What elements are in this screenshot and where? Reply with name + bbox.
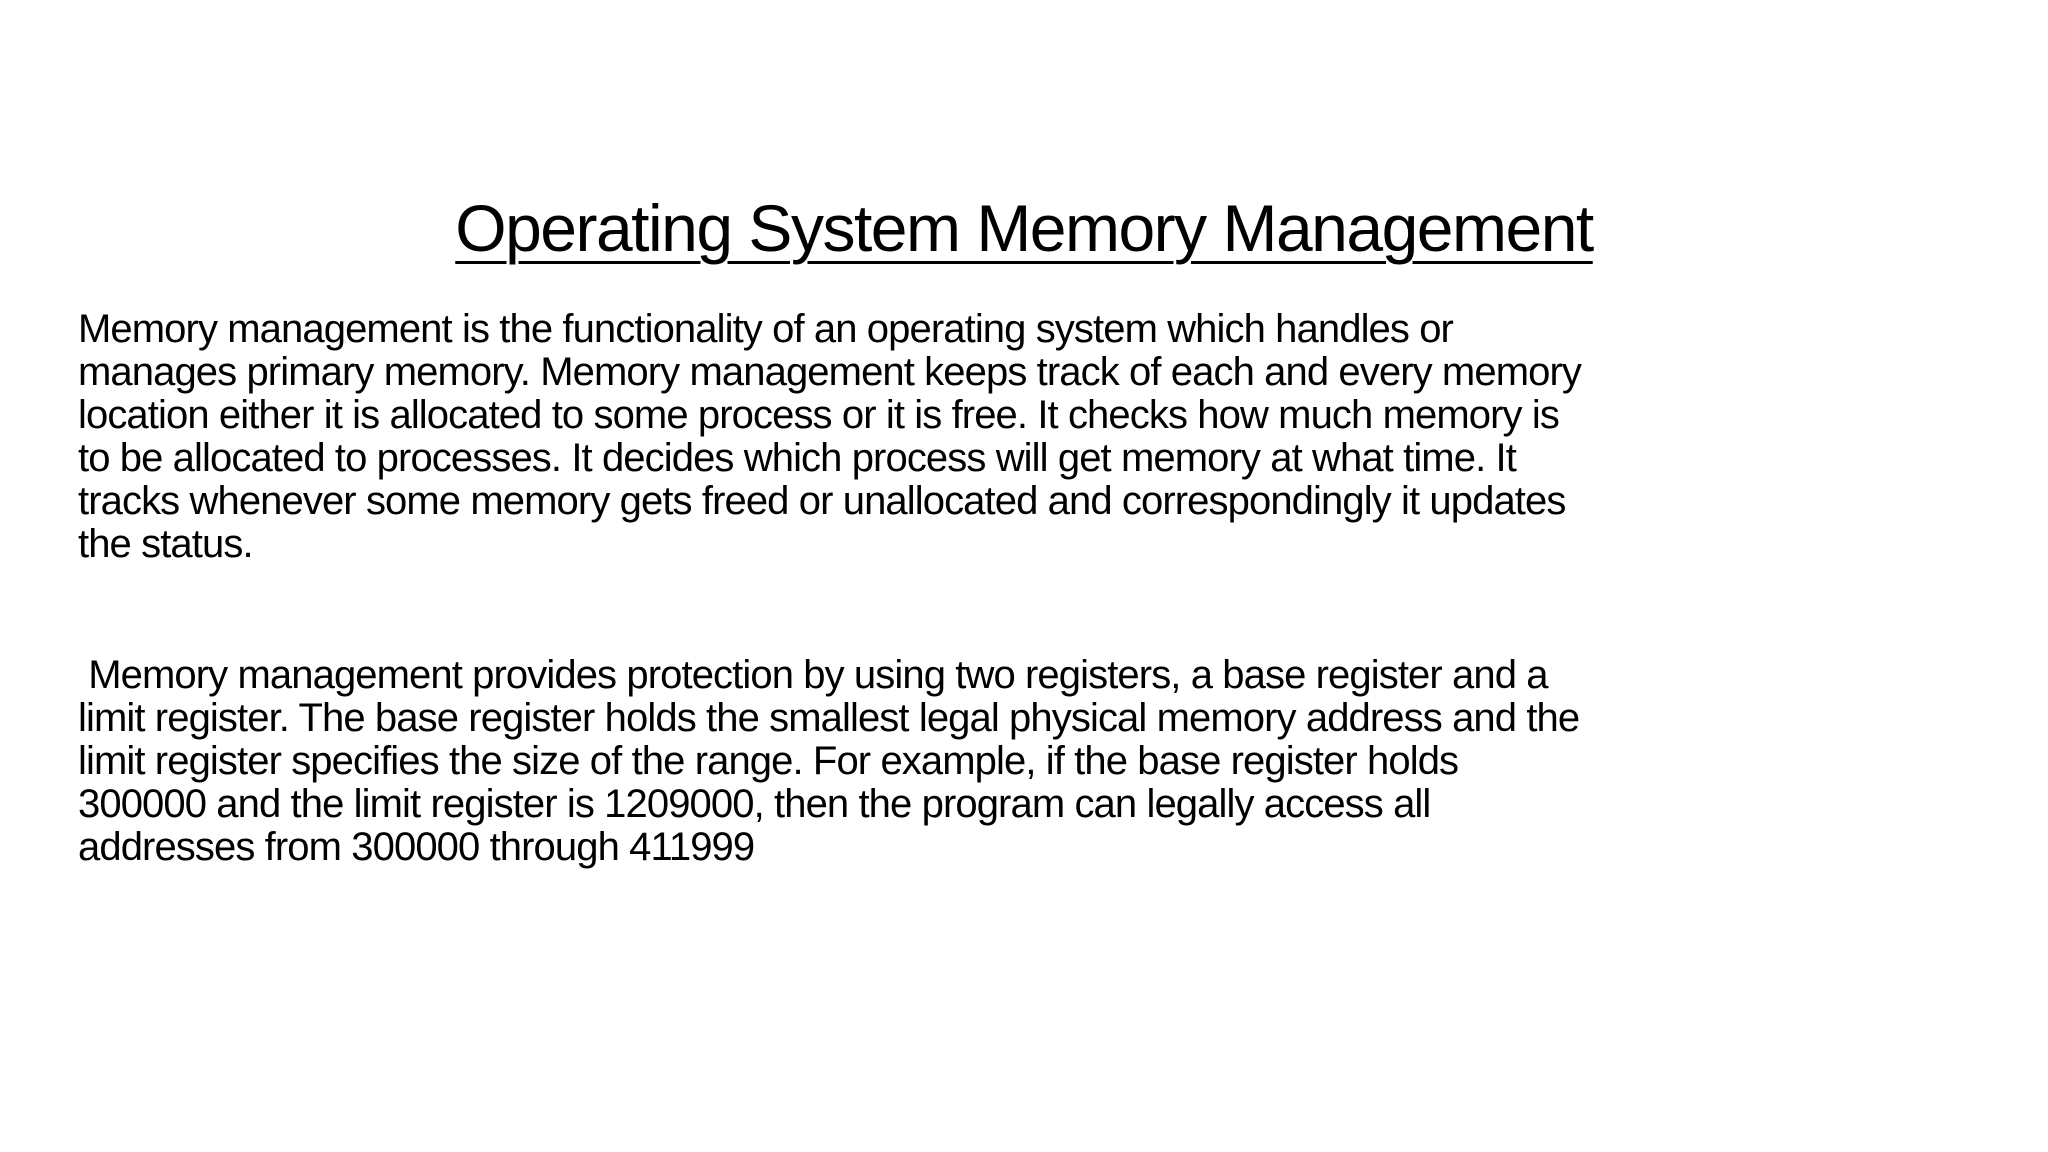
paragraph-memory-management: [78, 308, 1978, 566]
text-line: tracks whenever some memory gets freed or unallocated and correspondingly it updates: [78, 479, 1566, 523]
text-line: 300000 and the limit register is 1209000, then the program can legally access all: [78, 782, 1431, 826]
text-line: Memory management is the functionality of an operating system which handles or: [78, 307, 1453, 351]
text-line: manages primary memory. Memory management keeps track of each and every memory: [78, 350, 1581, 394]
slide-title-text: Operating System Memory Management: [455, 191, 1593, 265]
text-line: limit register. The base register holds the smallest legal physical memory address and the: [78, 696, 1580, 740]
text-line: the status.: [78, 522, 253, 566]
paragraph-memory-protection: [78, 654, 1978, 869]
text-line: addresses from 300000 through 411999: [78, 825, 755, 869]
text-line: limit register specifies the size of the range. For example, if the base register holds: [78, 739, 1459, 783]
text-line: location either it is allocated to some process or it is free. It checks how much memory is: [78, 393, 1559, 437]
text-line: Memory management provides protection by using two registers, a base register and a: [78, 653, 1548, 697]
slide-title: [0, 188, 2048, 268]
text-line: to be allocated to processes. It decides which process will get memory at what time. It: [78, 436, 1516, 480]
